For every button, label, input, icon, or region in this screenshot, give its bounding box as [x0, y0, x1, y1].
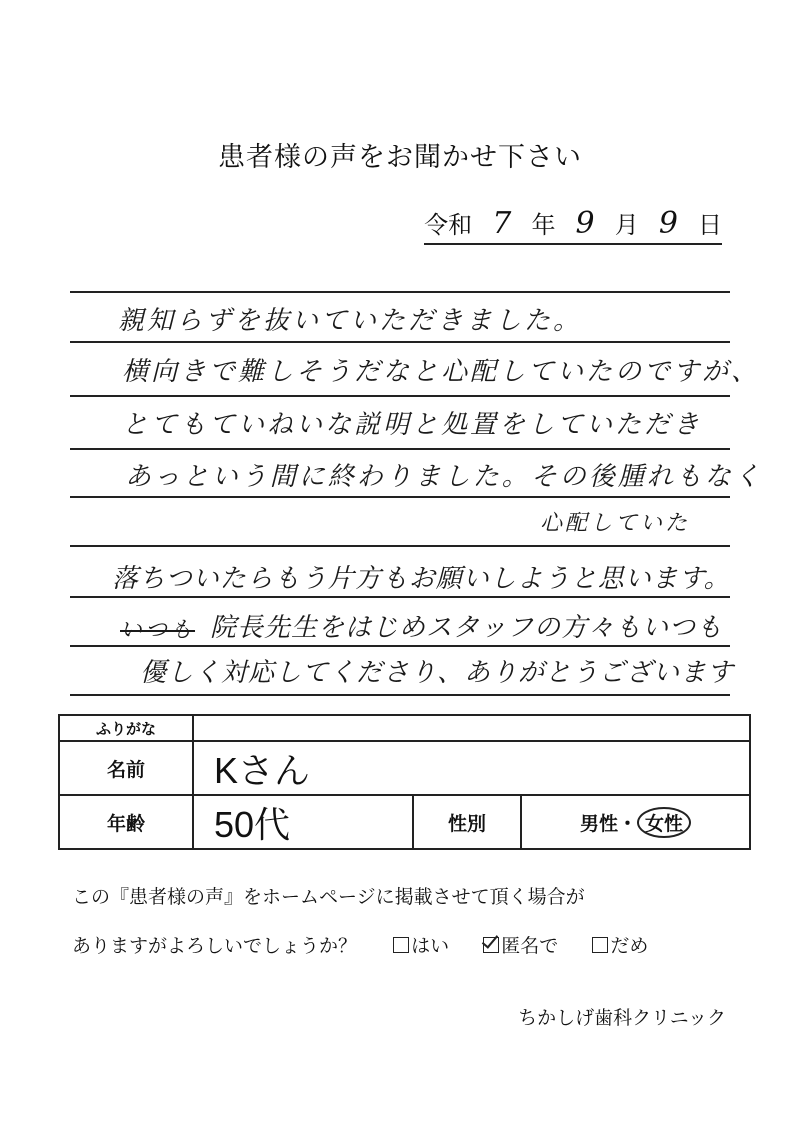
comment-line: 横向きで難しそうだなと心配していたのですが、 — [122, 357, 761, 387]
consent-question-line2 — [72, 931, 648, 958]
date-year: 7 — [492, 206, 512, 241]
consent-question-line1: この『患者様の声』をホームページに掲載させて頂く場合が — [72, 886, 585, 908]
ruled-line — [70, 645, 730, 647]
comment-line: 優しく対応してくださり、ありがとうございます — [140, 658, 735, 688]
comment-strikethrough: いつも — [120, 618, 196, 643]
comment-line: 親知らずを抜いていただきました。 — [118, 306, 583, 336]
name-row — [59, 741, 750, 795]
checkbox-yes[interactable] — [393, 937, 409, 953]
option-anonymous-label: 匿名で — [501, 935, 559, 957]
age-value: 50代 — [193, 795, 413, 849]
name-label: 名前 — [59, 741, 193, 795]
ruled-line — [70, 596, 730, 598]
ruled-line — [70, 694, 730, 696]
furigana-value — [193, 715, 750, 741]
comment-line: とてもていねいな説明と処置をしていただき — [122, 410, 703, 440]
comment-line: 落ちついたらもう片方もお願いしようと思います。 — [112, 564, 731, 594]
comment-insertion: 心配していた — [540, 511, 691, 536]
clinic-name: ちかしげ歯科クリニック — [518, 1007, 726, 1029]
option-anonymous[interactable] — [483, 935, 558, 957]
furigana-row — [59, 715, 750, 741]
date-day: 9 — [658, 206, 678, 241]
option-yes-label: はい — [411, 935, 450, 957]
gender-male: 男性 — [579, 812, 618, 835]
comment-line: あっという間に終わりました。その後腫れもなく — [125, 462, 763, 492]
ruled-line — [70, 545, 730, 547]
gender-female-circled: 女性 — [637, 807, 691, 838]
date-year-unit: 年 — [531, 211, 556, 239]
option-no[interactable] — [592, 935, 648, 957]
checkbox-no[interactable] — [592, 937, 608, 953]
comment-line: 院長先生をはじめスタッフの方々もいつも — [210, 613, 724, 643]
option-no-label: だめ — [610, 935, 649, 957]
consent-question-text: ありますがよろしいでしょうか？ — [72, 935, 358, 957]
ruled-line — [70, 496, 730, 498]
patient-info-table — [58, 714, 751, 850]
gender-options — [521, 795, 750, 849]
date-era: 令和 — [424, 211, 473, 239]
date-month: 9 — [575, 206, 595, 241]
age-label: 年齢 — [59, 795, 193, 849]
gender-separator: ・ — [617, 812, 637, 835]
ruled-line — [70, 341, 730, 343]
page-title: 患者様の声をお聞かせ下さい — [218, 142, 582, 173]
ruled-line — [70, 395, 730, 397]
checkbox-anonymous-checked[interactable] — [483, 937, 499, 953]
name-value: Kさん — [193, 741, 750, 795]
option-yes[interactable] — [393, 935, 449, 957]
ruled-line — [70, 448, 730, 450]
gender-label: 性別 — [413, 795, 521, 849]
date-month-unit: 月 — [614, 211, 639, 239]
ruled-line — [70, 291, 730, 293]
furigana-label: ふりがな — [59, 715, 193, 741]
age-gender-row — [59, 795, 750, 849]
date-field — [424, 205, 722, 245]
date-day-unit: 日 — [698, 211, 722, 239]
